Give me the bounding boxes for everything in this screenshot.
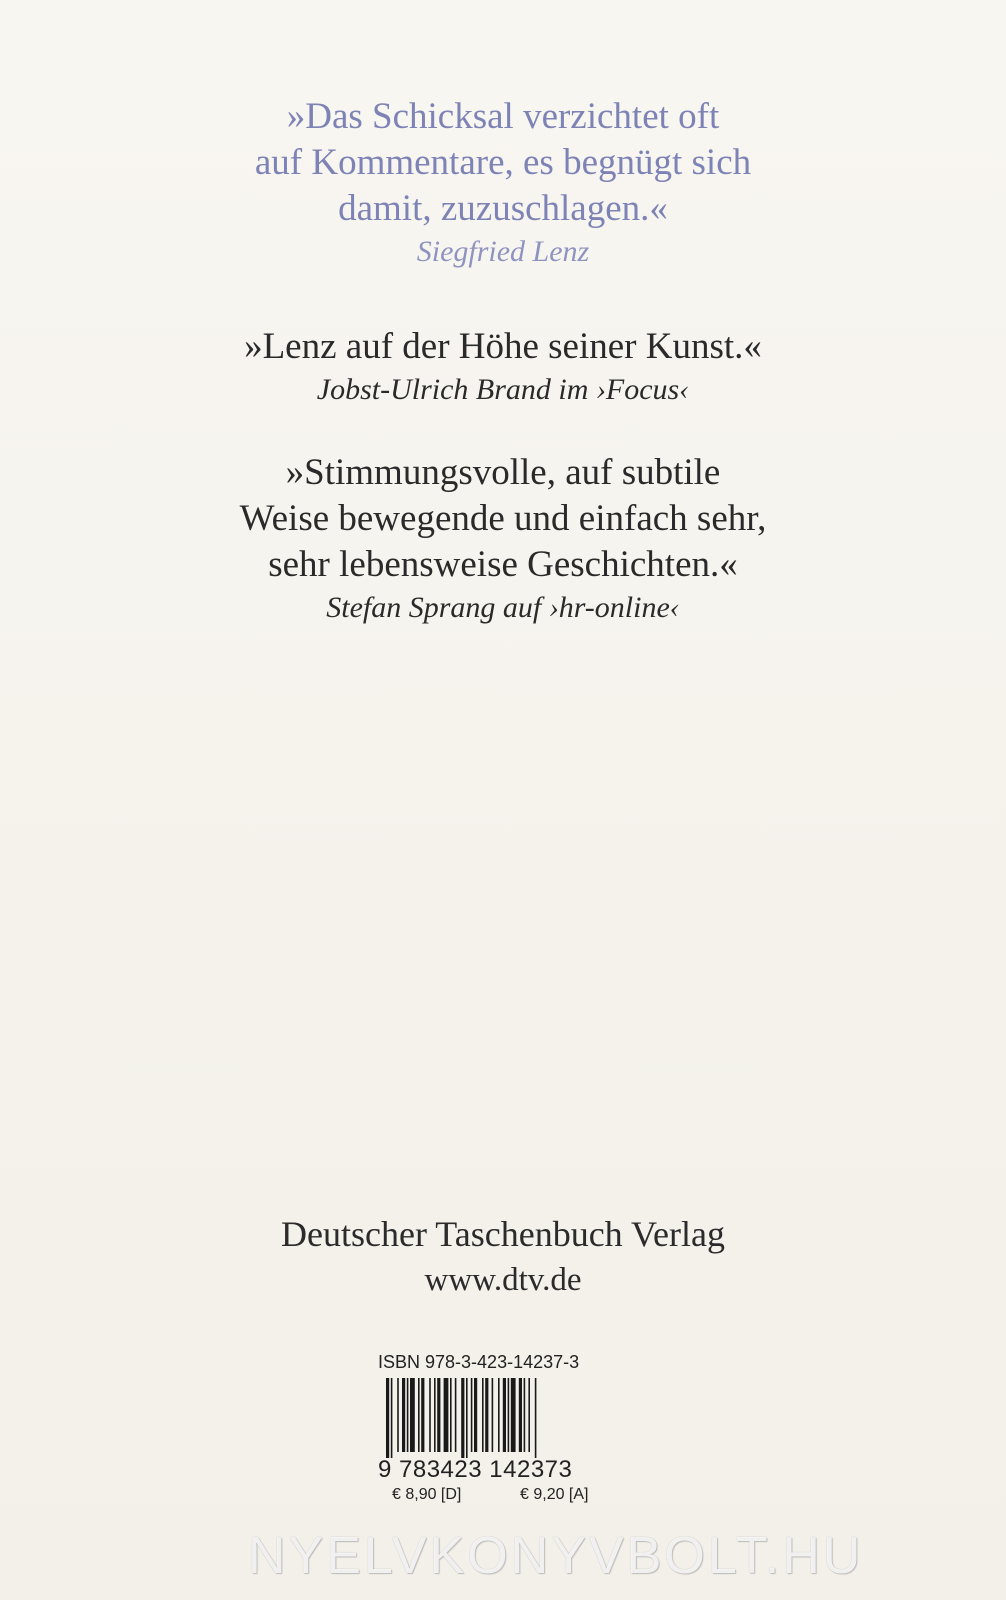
barcode-bar	[528, 1378, 530, 1452]
barcode-bar	[474, 1378, 477, 1452]
barcode-bar	[511, 1378, 516, 1452]
quote-line: Weise bewegende und einfach sehr,	[239, 498, 767, 539]
barcode-bar	[386, 1378, 389, 1458]
barcode-bar	[444, 1378, 449, 1452]
quote-line: »Lenz auf der Höhe seiner Kunst.«	[244, 326, 762, 367]
barcode-bar	[482, 1378, 484, 1452]
barcode-bar	[519, 1378, 522, 1452]
quote-line: »Das Schicksal verzichtet oft	[286, 96, 720, 137]
publisher-url: www.dtv.de	[424, 1262, 582, 1298]
barcode-bar	[407, 1378, 409, 1452]
barcode-digits: 9 783423 142373	[378, 1456, 573, 1483]
barcode-bar	[466, 1378, 468, 1458]
barcode-bar	[461, 1378, 464, 1458]
barcode-bar	[492, 1378, 494, 1452]
quote-source: Jobst-Ulrich Brand im ›Focus‹	[316, 373, 690, 406]
barcode-bar	[503, 1378, 506, 1452]
barcode-icon	[386, 1378, 608, 1458]
quote-block-focus	[0, 324, 1006, 410]
quote-source: Stefan Sprang auf ›hr-online‹	[326, 591, 680, 624]
barcode-bar	[450, 1378, 452, 1452]
quote-line: »Stimmungsvolle, auf subtile	[285, 452, 721, 493]
barcode-bar	[535, 1378, 537, 1458]
barcode-bar	[421, 1378, 424, 1452]
barcode-bar	[434, 1378, 436, 1452]
barcode-bar	[485, 1378, 488, 1452]
isbn-number: ISBN 978-3-423-14237-3	[378, 1352, 580, 1372]
publisher-name: Deutscher Taschenbuch Verlag	[281, 1214, 725, 1254]
barcode-bar	[402, 1378, 405, 1452]
quote-line: sehr lebensweise Geschichten.«	[268, 544, 738, 585]
barcode-bar	[524, 1378, 526, 1452]
publisher-info	[0, 1210, 1006, 1302]
price-germany: € 8,90 [D]	[392, 1486, 462, 1503]
barcode-bar	[410, 1378, 415, 1452]
barcode-bar	[397, 1378, 399, 1452]
barcode-bar	[508, 1378, 510, 1452]
barcode-bar	[429, 1378, 431, 1452]
barcode-bar	[391, 1378, 393, 1458]
price-austria: € 9,20 [A]	[520, 1486, 589, 1503]
barcode-bar	[418, 1378, 420, 1452]
quote-line: damit, zuzuschlagen.«	[338, 188, 668, 229]
barcode-bar	[437, 1378, 440, 1452]
barcode-block	[378, 1352, 618, 1512]
quote-source: Siegfried Lenz	[416, 235, 590, 268]
watermark-text: NYELVKONYVBOLT.HU	[248, 1527, 864, 1585]
quote-line: auf Kommentare, es begnügt sich	[254, 142, 752, 183]
barcode-bar	[498, 1378, 500, 1452]
barcode-bar	[455, 1378, 457, 1452]
quote-block-hr-online	[0, 450, 1006, 628]
barcode-bar	[471, 1378, 473, 1452]
quote-block-lenz	[0, 94, 1006, 272]
